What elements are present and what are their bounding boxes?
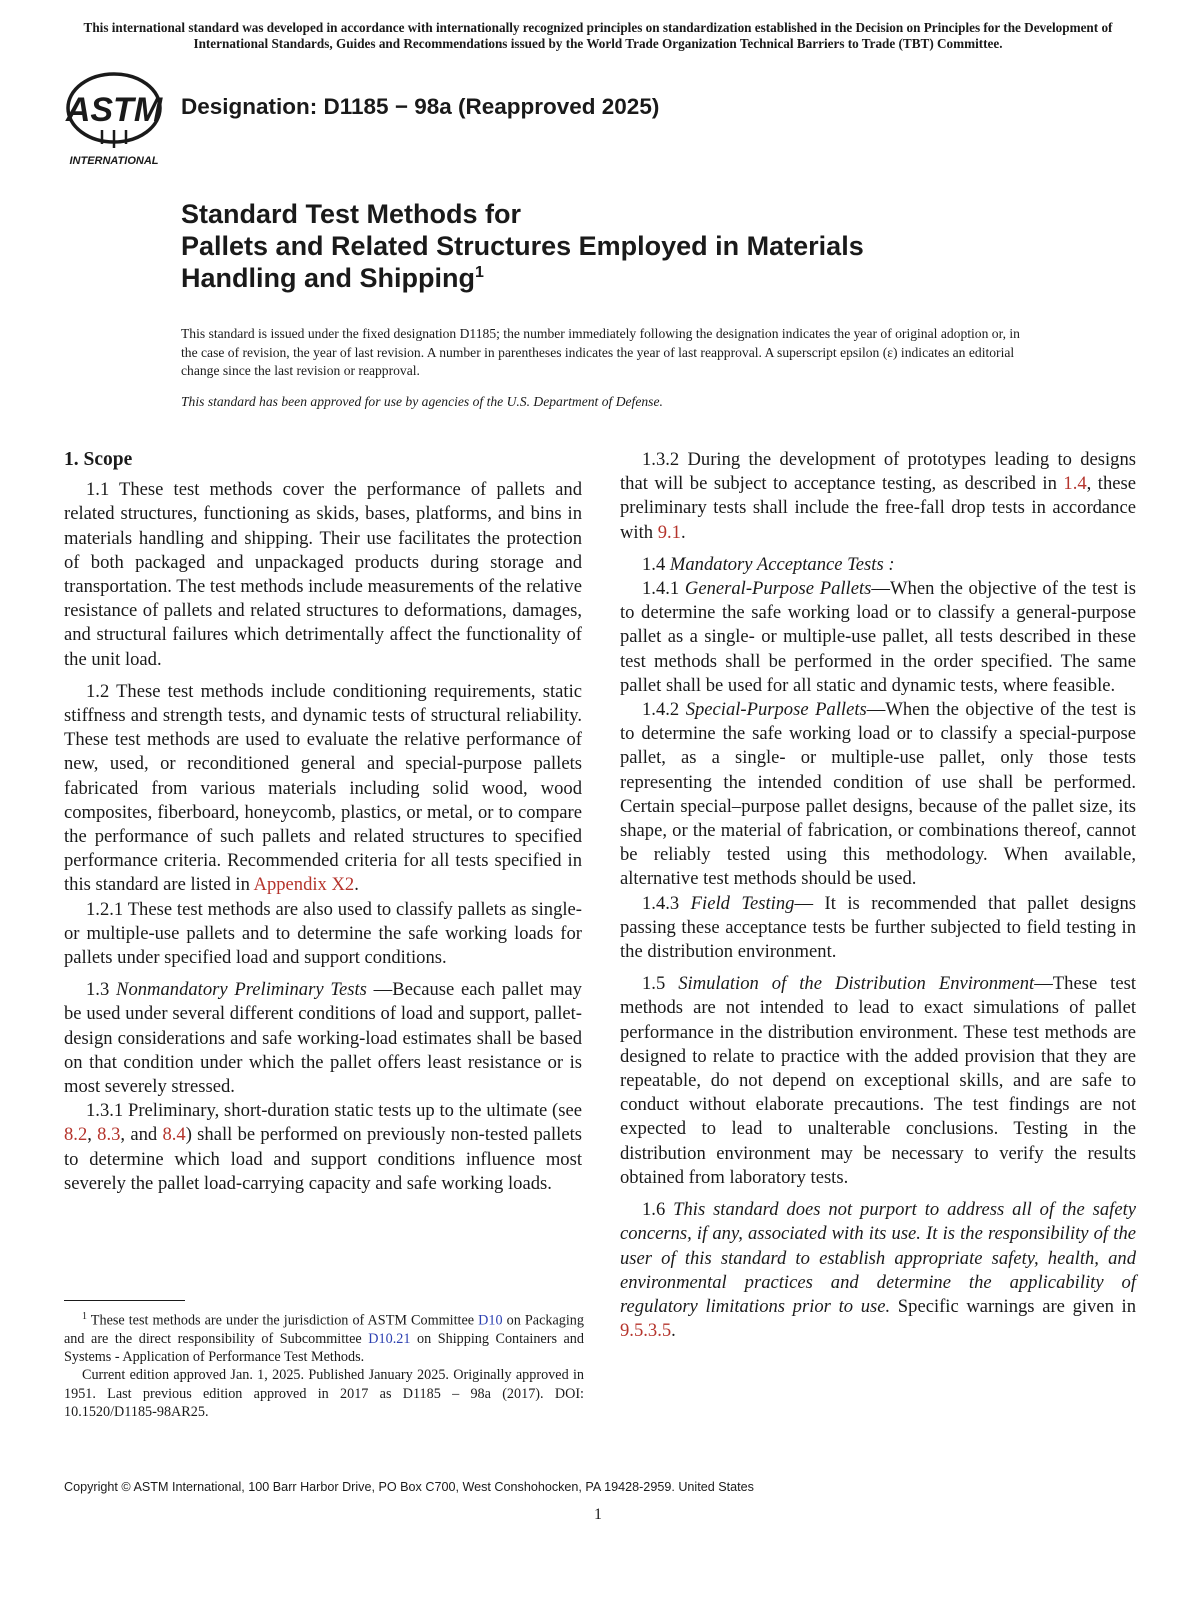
section-1-5 xyxy=(620,972,1136,1190)
footnote-1 xyxy=(64,1308,584,1366)
ref-1-4-link[interactable]: 1.4 xyxy=(1063,473,1087,495)
subcommittee-d10-21-link[interactable]: D10.21 xyxy=(368,1330,411,1347)
sep-2: , and xyxy=(120,1124,163,1146)
section-1-6-num: 1.6 xyxy=(642,1199,674,1221)
section-1-4-1 xyxy=(620,577,1136,698)
footnote-text-b: on Packaging and are the direct responsibility of Subcommittee xyxy=(64,1312,584,1347)
section-1-3-2-mid: , these preliminary tests shall include the free-fall drop tests in accordance with xyxy=(620,473,1136,543)
section-1-3-1-text: 1.3.1 Preliminary, short-duration static tests up to the ultimate (see xyxy=(86,1100,582,1122)
ref-9-5-3-5-link[interactable]: 9.5.3.5 xyxy=(620,1320,672,1342)
section-1-1: 1.1 These test methods cover the performance of pallets and related structures, functioning as skids, bases, platforms, and bins in materials handling and shipping. Their use facilitates the protection of both packaged and unpackaged products during storage and transportation. The test methods include measurements of the relative resistance of pallets and related structures to deformations, damages, and structural failures which detrimentally affect the functionality of the unit load. xyxy=(64,479,582,670)
section-1-4-num: 1.4 xyxy=(642,553,670,575)
section-1-4-3 xyxy=(620,892,1136,965)
section-1-3-1-end: ) shall be performed on previously non-tested pallets to determine which load and support conditions influence most severely the pallet load-carrying capacity and safe working loads. xyxy=(64,1124,582,1194)
logo-mark: ASTM xyxy=(65,91,163,129)
dod-approval-note: This standard has been approved for use by agencies of the U.S. Department of Defense. xyxy=(181,394,663,409)
section-1-6-text: Specific warnings are given in xyxy=(890,1295,1136,1317)
section-1-3-1 xyxy=(64,1099,582,1196)
section-1-4-3-title: Field Testing xyxy=(690,892,795,914)
footnote-divider xyxy=(64,1300,185,1301)
footnote-text-a: These test methods are under the jurisdiction of ASTM Committee xyxy=(87,1312,479,1329)
section-1-3-2-text: 1.3.2 During the development of prototypes leading to designs that will be subject to acceptance testing, as described in xyxy=(620,449,1136,495)
scope-heading: 1. Scope xyxy=(64,449,133,470)
ref-9-1-link[interactable]: 9.1 xyxy=(657,521,681,543)
title-line-1: Standard Test Methods for xyxy=(181,199,522,229)
section-1-5-num: 1.5 xyxy=(642,973,679,995)
committee-d10-link[interactable]: D10 xyxy=(478,1312,503,1329)
left-column xyxy=(64,448,582,1204)
title-line-3 xyxy=(181,262,1081,294)
section-1-3-text: —Because each pallet may be used under several different conditions of load and support, pallet-design considerations and safe working-load estimates shall be based on that condition under which the pallet offers least resistance or is most severely stressed. xyxy=(64,979,582,1098)
astm-logo xyxy=(64,68,168,168)
title-footnote-mark: 1 xyxy=(474,264,484,281)
section-1-4-2-text: —When the objective of the test is to determine the safe working load or to classify a special-purpose pallet, as a single- or multiple-use pallet, only those tests representing the intended condition of use shall be performed. Certain special–purpose pallet designs, because of the pallet size, its shape, or the material of fabrication, or combinations thereof, cannot be reliably tested using this methodology. When available, alternative test methods should be used. xyxy=(620,699,1137,890)
footnote-text-c: on Shipping Containers and Systems - Application of Performance Test Methods. xyxy=(64,1330,584,1366)
title-line-3-text: Handling and Shipping xyxy=(181,263,475,293)
section-1-3-num: 1.3 xyxy=(86,979,117,1001)
section-1-2-end: . xyxy=(354,874,359,896)
ref-8-4-link[interactable]: 8.4 xyxy=(162,1124,186,1146)
section-1-4-3-text: — It is recommended that pallet designs passing these acceptance tests be further subjected to field testing in the distribution environment. xyxy=(620,892,1136,963)
section-1-4-title: Mandatory Acceptance Tests : xyxy=(669,553,895,575)
section-1-4-3-num: 1.4.3 xyxy=(642,892,691,914)
section-1-6-end: . xyxy=(671,1320,676,1342)
designation: Designation: D1185 − 98a (Reapproved 2025) xyxy=(181,94,660,119)
wto-notice: This international standard was developed in accordance with internationally recognized principles on standardization established in the Decision on Principles for the Development of International Standards, Guides and Recommendations issued by the World Trade Organization Technical Barriers to Trade (TBT) Committee. xyxy=(83,20,1113,51)
right-column xyxy=(620,448,1136,1351)
section-1-4-1-title: General-Purpose Pallets xyxy=(684,578,872,600)
title-line-2: Pallets and Related Structures Employed in Materials xyxy=(181,231,864,261)
document-title xyxy=(181,198,1081,294)
section-1-4-1-text: —When the objective of the test is to determine the safe working load or to classify a general-purpose pallet as a single- or multiple-use pallet, all tests described in these test methods shall be performed in the order specified. The same pallet shall be used for all static and dynamic tests, where feasible. xyxy=(620,578,1137,696)
logo-subtext: INTERNATIONAL xyxy=(69,155,159,167)
appendix-x2-link[interactable]: Appendix X2 xyxy=(253,874,355,896)
issuance-note: This standard is issued under the fixed designation D1185; the number immediately following the designation indicates the year of original adoption or, in the case of revision, the year of last revision. A number in parentheses indicates the year of last reapproval. A superscript epsilon (ε) indicates an editorial change since the last revision or reapproval. xyxy=(181,326,1020,378)
section-1-4 xyxy=(620,553,1136,577)
section-1-3 xyxy=(64,978,582,1099)
section-1-6-italic: This standard does not purport to address all of the safety concerns, if any, associated with its use. It is the responsibility of the user of this standard to establish appropriate safety, health, and environmental practices and determine the applicability of regulatory limitations prior to use. xyxy=(620,1199,1136,1317)
section-1-6 xyxy=(620,1198,1136,1343)
section-1-2-1: 1.2.1 These test methods are also used to classify pallets as single- or multiple-use pallets and to determine the safe working loads for pallets under specified load and support conditions. xyxy=(64,898,582,969)
section-1-3-2-end: . xyxy=(680,521,686,543)
copyright-line: Copyright © ASTM International, 100 Barr Harbor Drive, PO Box C700, West Conshohocken, PA 19428-2959. United States xyxy=(64,1480,754,1494)
section-1-4-2 xyxy=(620,698,1136,892)
section-1-4-2-num: 1.4.2 xyxy=(642,699,686,721)
footnote-mark: 1 xyxy=(82,1311,87,1322)
section-1-5-title: Simulation of the Distribution Environment xyxy=(678,973,1035,995)
section-1-2 xyxy=(64,680,582,898)
section-1-4-1-num: 1.4.1 xyxy=(642,578,685,600)
ref-8-2-link[interactable]: 8.2 xyxy=(64,1124,88,1146)
section-1-2-text: 1.2 These test methods include conditioning requirements, static stiffness and strength tests, and dynamic tests of structural reliability. These test methods are used to evaluate the relative performance of new, used, or reconditioned general and special-purpose pallets fabricated from various materials including solid wood, wood composites, fiberboard, honeycomb, plastics, or metal, or to compare the performance of such pallets and related structures to specified performance criteria. Recommended criteria for all tests specified in this standard are listed in xyxy=(64,680,582,896)
ref-8-3-link[interactable]: 8.3 xyxy=(97,1124,121,1146)
section-1-3-title: Nonmandatory Preliminary Tests xyxy=(116,979,367,1001)
footnote xyxy=(64,1308,584,1421)
footnote-edition: Current edition approved Jan. 1, 2025. Published January 2025. Originally approved in 1951. Last previous edition approved in 2017 as D1185 – 98a (2017). DOI: 10.1520/D1185-98AR25. xyxy=(64,1367,584,1420)
section-1-3-2 xyxy=(620,448,1136,545)
section-1-5-text: —These test methods are not intended to lead to exact simulations of pallet performance in the distribution environment. These test methods are designed to relate to practice with the added provision that they are repeatable, do not depend on exceptional skills, and are safe to conduct without elaborate precautions. The test findings are not expected to lead to unalterable conclusions. Testing in the distribution environment may be necessary to verify the results obtained from laboratory tests. xyxy=(620,973,1136,1188)
section-1-4-2-title: Special-Purpose Pallets xyxy=(685,699,867,721)
page-number: 1 xyxy=(594,1506,602,1523)
sep-1: , xyxy=(87,1124,98,1146)
